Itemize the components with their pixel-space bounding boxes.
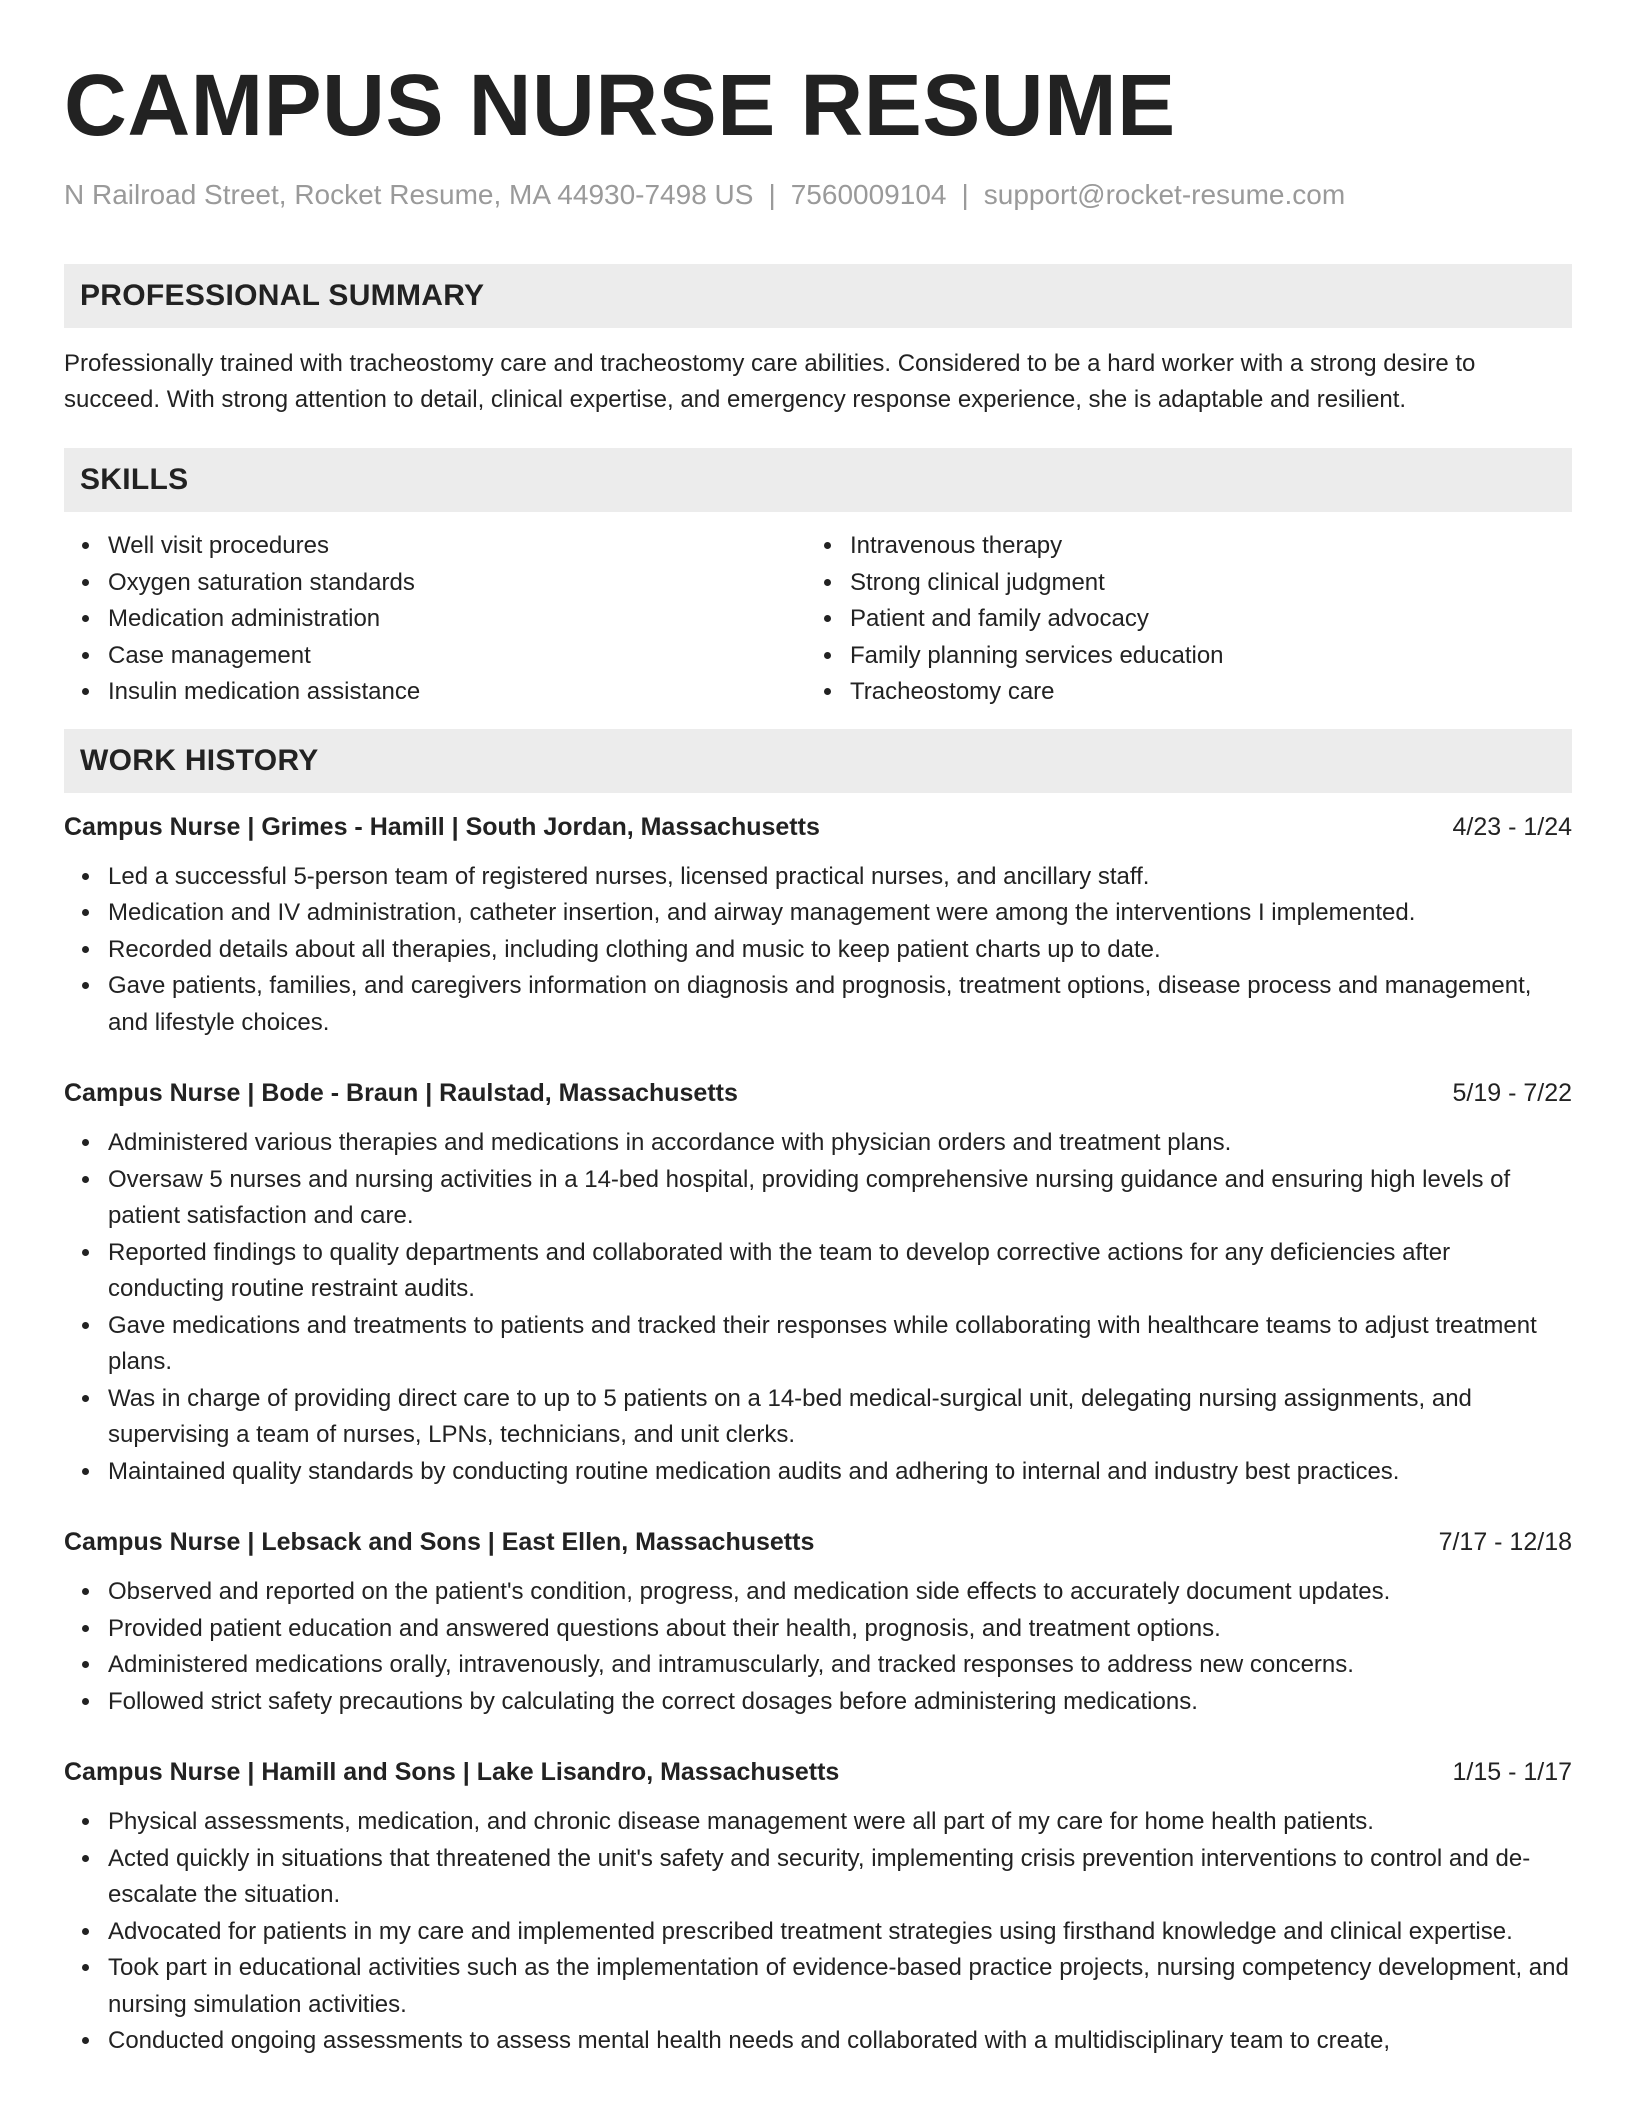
job-duty-item: Was in charge of providing direct care to up to 5 patients on a 14-bed medical-surgical unit, delegating nursing assignments, and supervising a team of nurses, LPNs, technicians, and unit clerks. [108, 1381, 1572, 1454]
skill-item: Medication administration [108, 601, 806, 638]
summary-heading: PROFESSIONAL SUMMARY [64, 264, 1572, 328]
job-title: Campus Nurse | Grimes - Hamill | South Jordan, Massachusetts [64, 812, 820, 841]
job-duty-item: Took part in educational activities such as the implementation of evidence-based practice projects, nursing competency development, and nursing simulation activities. [108, 1950, 1572, 2023]
job-entry [64, 1075, 1572, 1490]
job-duty-item: Medication and IV administration, catheter insertion, and airway management were among the interventions I implemented. [108, 895, 1572, 932]
contact-separator: | [768, 179, 776, 210]
job-duties-list [64, 1125, 1572, 1490]
job-title: Campus Nurse | Bode - Braun | Raulstad, Massachusetts [64, 1079, 738, 1107]
skill-item: Case management [108, 638, 806, 675]
skills-heading: SKILLS [64, 448, 1572, 512]
job-entry [64, 1524, 1572, 1720]
job-duty-item: Advocated for patients in my care and implemented prescribed treatment strategies using firsthand knowledge and clinical expertise. [108, 1914, 1572, 1951]
job-duty-item: Oversaw 5 nurses and nursing activities in a 14-bed hospital, providing comprehensive nursing guidance and ensuring high levels of patient satisfaction and care. [108, 1162, 1572, 1235]
job-duty-item: Reported findings to quality departments and collaborated with the team to develop corrective actions for any deficiencies after conducting routine restraint audits. [108, 1235, 1572, 1308]
job-dates: 1/15 - 1/17 [1452, 1758, 1572, 1786]
job-header [64, 1075, 1572, 1111]
job-entry [64, 809, 1572, 1042]
job-duty-item: Provided patient education and answered questions about their health, prognosis, and treatment options. [108, 1611, 1572, 1648]
job-duty-item: Conducted ongoing assessments to assess mental health needs and collaborated with a multidisciplinary team to create, [108, 2023, 1572, 2060]
job-duty-item: Gave patients, families, and caregivers information on diagnosis and prognosis, treatment options, disease process and management, and lifestyle choices. [108, 968, 1572, 1041]
job-duty-item: Physical assessments, medication, and chronic disease management were all part of my care for home health patients. [108, 1804, 1572, 1841]
job-dates: 7/17 - 12/18 [1438, 1528, 1572, 1556]
job-header [64, 1754, 1572, 1790]
job-header [64, 1524, 1572, 1560]
skill-item: Strong clinical judgment [850, 565, 1548, 602]
job-title: Campus Nurse | Hamill and Sons | Lake Lisandro, Massachusetts [64, 1758, 840, 1786]
job-header [64, 809, 1572, 845]
job-duty-item: Acted quickly in situations that threatened the unit's safety and security, implementing crisis prevention interventions to control and de-escalate the situation. [108, 1841, 1572, 1914]
job-duties-list [64, 1574, 1572, 1720]
job-duty-item: Observed and reported on the patient's condition, progress, and medication side effects to accurately document updates. [108, 1574, 1572, 1611]
skill-item: Intravenous therapy [850, 528, 1548, 565]
job-dates: 4/23 - 1/24 [1452, 812, 1572, 841]
skills-column-left [64, 528, 806, 711]
contact-separator: | [961, 179, 969, 210]
work-history-heading: WORK HISTORY [64, 729, 1572, 793]
contact-email: support@rocket-resume.com [983, 179, 1346, 210]
contact-address: N Railroad Street, Rocket Resume, MA 44930-7498 US [64, 179, 754, 210]
skill-item: Oxygen saturation standards [108, 565, 806, 602]
summary-text: Professionally trained with tracheostomy care and tracheostomy care abilities. Considered to be a hard worker with a strong desire to succeed. With strong attention to detail, clinical expertise, and emergency response experience, she is adaptable and resilient. [64, 350, 1476, 413]
work-history-list [64, 809, 1572, 2060]
job-entry [64, 1754, 1572, 2060]
job-duties-list [64, 1804, 1572, 2060]
job-duty-item: Gave medications and treatments to patients and tracked their responses while collaborating with healthcare teams to adjust treatment plans. [108, 1308, 1572, 1381]
job-duty-item: Recorded details about all therapies, including clothing and music to keep patient charts up to date. [108, 932, 1572, 969]
skill-item: Family planning services education [850, 638, 1548, 675]
job-duty-item: Maintained quality standards by conducting routine medication audits and adhering to internal and industry best practices. [108, 1454, 1572, 1491]
job-duty-item: Followed strict safety precautions by calculating the correct dosages before administering medications. [108, 1684, 1572, 1721]
job-duty-item: Led a successful 5-person team of registered nurses, licensed practical nurses, and ancillary staff. [108, 859, 1572, 896]
skill-item: Insulin medication assistance [108, 674, 806, 711]
skills-column-right [806, 528, 1548, 711]
skill-item: Patient and family advocacy [850, 601, 1548, 638]
skill-item: Well visit procedures [108, 528, 806, 565]
skills-list [64, 528, 1572, 711]
resume-title: CAMPUS NURSE RESUME [64, 57, 1176, 154]
job-duty-item: Administered medications orally, intravenously, and intramuscularly, and tracked responses to address new concerns. [108, 1647, 1572, 1684]
contact-line [64, 178, 1572, 212]
job-title: Campus Nurse | Lebsack and Sons | East Ellen, Massachusetts [64, 1528, 815, 1556]
job-dates: 5/19 - 7/22 [1452, 1079, 1572, 1107]
job-duties-list [64, 859, 1572, 1042]
job-duty-item: Administered various therapies and medications in accordance with physician orders and treatment plans. [108, 1125, 1572, 1162]
contact-phone: 7560009104 [790, 179, 947, 210]
skill-item: Tracheostomy care [850, 674, 1548, 711]
